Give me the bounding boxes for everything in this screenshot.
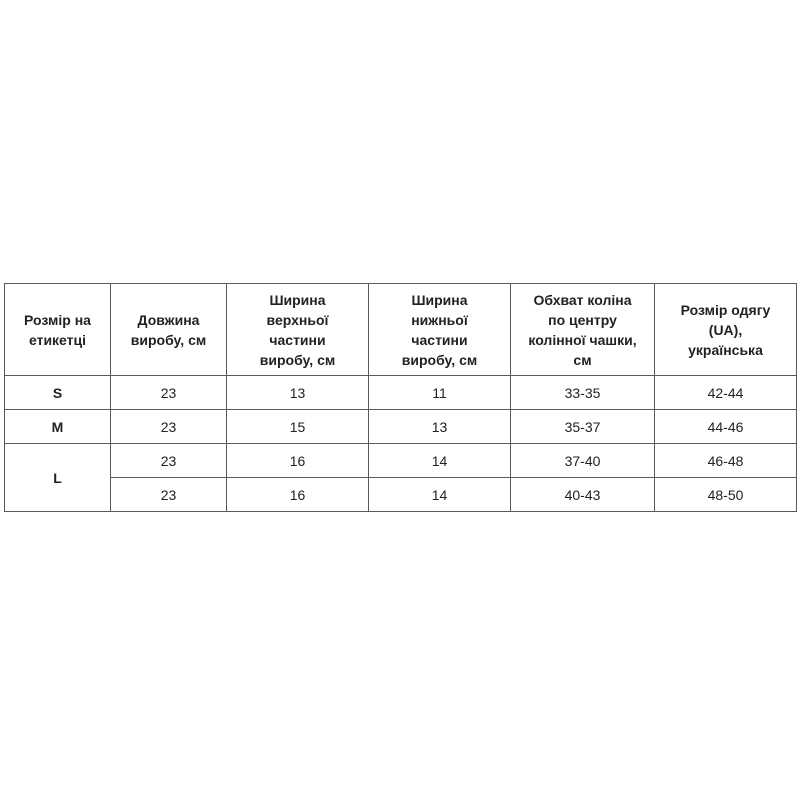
table-row <box>5 478 797 512</box>
header-label-size: Розмір на етикетці <box>5 284 111 376</box>
bottom-width-cell: 14 <box>369 444 511 478</box>
header-bottom-width: Ширина нижньої частини виробу, см <box>369 284 511 376</box>
top-width-cell: 15 <box>227 410 369 444</box>
product-length-cell: 23 <box>111 444 227 478</box>
knee-girth-cell: 35-37 <box>511 410 655 444</box>
bottom-width-cell: 14 <box>369 478 511 512</box>
top-width-cell: 16 <box>227 478 369 512</box>
knee-girth-cell: 40-43 <box>511 478 655 512</box>
header-clothing-size: Розмір одягу (UA), українська <box>655 284 797 376</box>
size-chart-table <box>4 283 797 512</box>
product-length-cell: 23 <box>111 376 227 410</box>
table-row <box>5 444 797 478</box>
header-knee-girth: Обхват коліна по центру колінної чашки, см <box>511 284 655 376</box>
top-width-cell: 13 <box>227 376 369 410</box>
bottom-width-cell: 13 <box>369 410 511 444</box>
clothing-size-cell: 48-50 <box>655 478 797 512</box>
table-row <box>5 410 797 444</box>
clothing-size-cell: 46-48 <box>655 444 797 478</box>
bottom-width-cell: 11 <box>369 376 511 410</box>
product-length-cell: 23 <box>111 478 227 512</box>
size-label: M <box>5 410 111 444</box>
top-width-cell: 16 <box>227 444 369 478</box>
clothing-size-cell: 42-44 <box>655 376 797 410</box>
product-length-cell: 23 <box>111 410 227 444</box>
table-row <box>5 376 797 410</box>
knee-girth-cell: 37-40 <box>511 444 655 478</box>
header-product-length: Довжина виробу, см <box>111 284 227 376</box>
clothing-size-cell: 44-46 <box>655 410 797 444</box>
knee-girth-cell: 33-35 <box>511 376 655 410</box>
size-label: L <box>5 444 111 512</box>
table-header-row <box>5 284 797 376</box>
size-label: S <box>5 376 111 410</box>
header-top-width: Ширина верхньої частини виробу, см <box>227 284 369 376</box>
